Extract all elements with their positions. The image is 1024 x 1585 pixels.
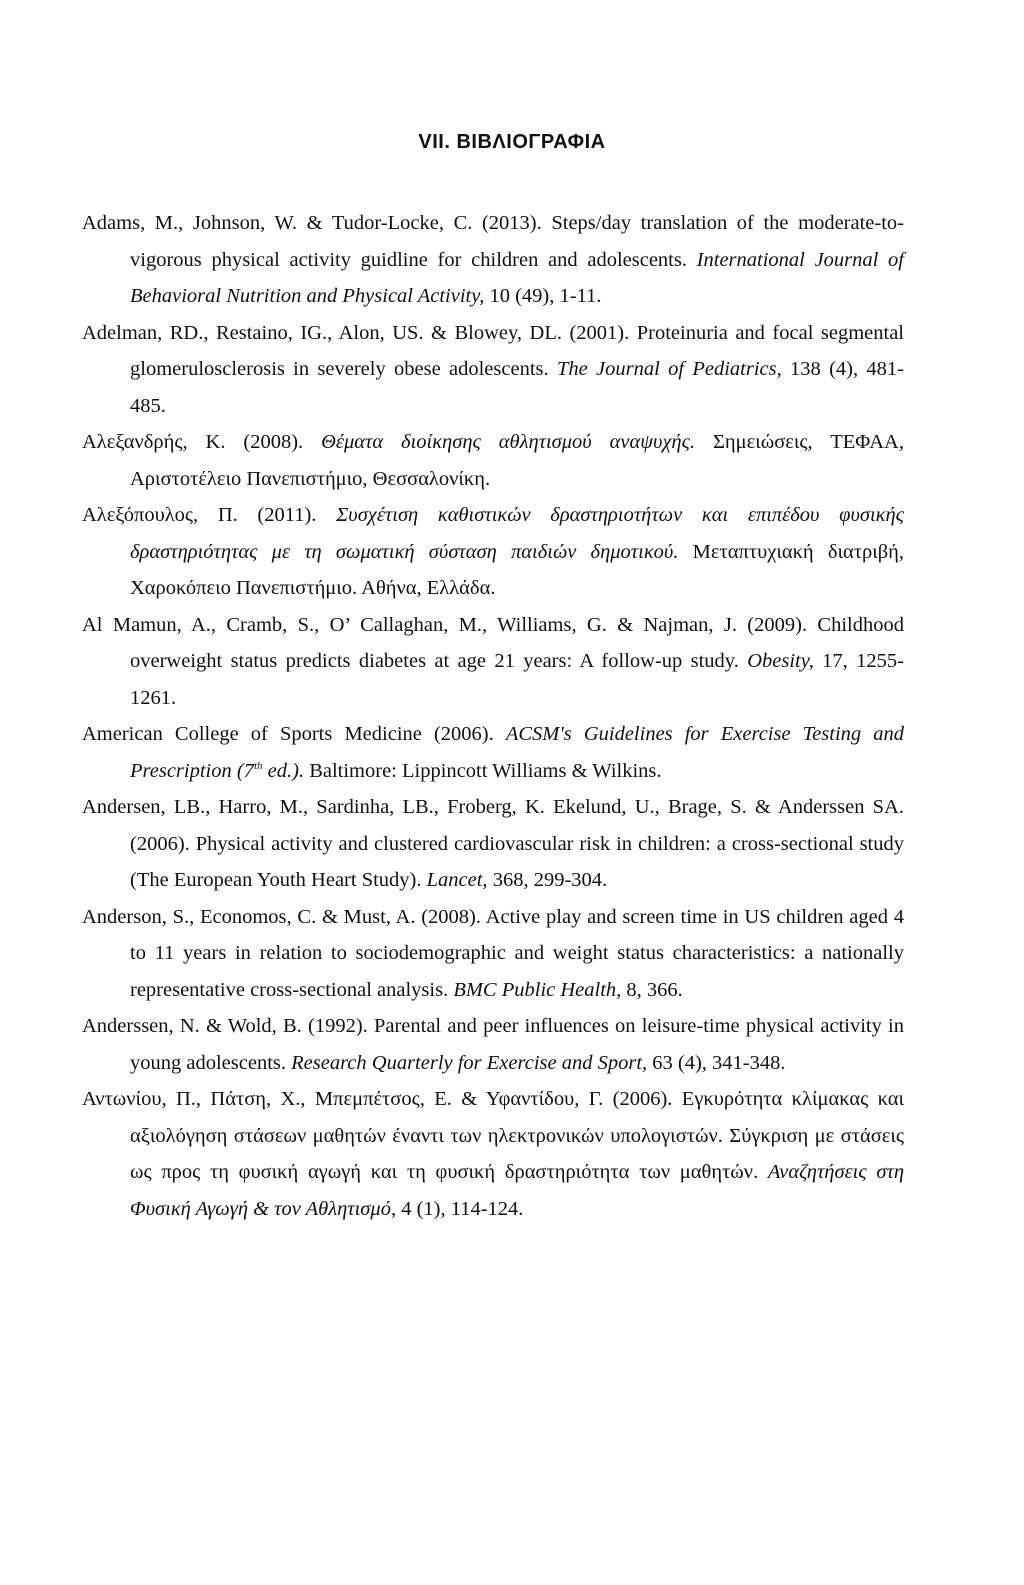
reference-source: The Journal of Pediatrics, <box>556 358 782 380</box>
reference-entry <box>82 789 904 899</box>
reference-details: 138 (4), 481-485. <box>130 358 904 417</box>
reference-details: Baltimore: Lippincott Williams & Wilkins. <box>304 759 662 782</box>
reference-entry <box>82 716 904 789</box>
reference-details: 17, 1255-1261. <box>130 650 904 709</box>
reference-source: Lancet, <box>426 869 488 891</box>
reference-text: Al Mamun, A., Cramb, S., O’ Callaghan, M., Williams, G. & Najman, J. (2009). Childhood overweight status predicts diabetes at age 21 years: A follow-up study. <box>82 613 904 672</box>
reference-source-cont: ed.). <box>262 759 305 782</box>
reference-source: Obesity, <box>747 650 814 672</box>
reference-details: Μεταπτυχιακή διατριβή, Χαροκόπειο Πανεπιστήμιο. Αθήνα, Ελλάδα. <box>130 540 904 599</box>
reference-details: Σημειώσεις, ΤΕΦΑΑ, Αριστοτέλειο Πανεπιστήμιο, Θεσσαλονίκη. <box>130 431 904 490</box>
reference-entry <box>82 899 904 1009</box>
reference-text: Adams, M., Johnson, W. & Tudor-Locke, C. (2013). Steps/day translation of the moderate-to-vigorous physical activity guidline for children and adolescents. <box>82 212 904 271</box>
reference-text: Anderson, S., Economos, C. & Must, A. (2008). Active play and screen time in US children aged 4 to 11 years in relation to sociodemographic and weight status characteristics: a nationally representative cross-sectional analysis. <box>82 905 904 1001</box>
edition-superscript: th <box>253 759 263 772</box>
reference-details: 63 (4), 341-348. <box>647 1051 786 1074</box>
reference-text: Andersen, LB., Harro, M., Sardinha, LB., Froberg, K. Ekelund, U., Brage, S. & Anderssen SA. (2006). Physical activity and clustered cardiovascular risk in children: a cross-sectional study (The European Youth Heart Study). <box>82 796 904 891</box>
reference-source: International Journal of Behavioral Nutrition and Physical Activity, <box>130 248 904 307</box>
reference-entry <box>82 607 904 717</box>
reference-text: American College of Sports Medicine (2006). <box>82 723 506 745</box>
reference-text: Αλεξόπουλος, Π. (2011). <box>82 504 337 526</box>
reference-text: Anderssen, N. & Wold, B. (1992). Parental and peer influences on leisure-time physical activity in young adolescents. <box>82 1015 904 1074</box>
reference-details: 8, 366. <box>621 978 683 1001</box>
reference-entry <box>82 1008 904 1081</box>
reference-source: ACSM's Guidelines for Exercise Testing and Prescription (7 <box>130 723 904 782</box>
page-title: VII. ΒΙΒΛΙΟΓΡΑΦΙΑ <box>418 131 606 153</box>
reference-source: Συσχέτιση καθιστικών δραστηριοτήτων και επιπέδου φυσικής δραστηριότητας με τη σωματική σύσταση παιδιών δημοτικού. <box>130 504 904 563</box>
reference-entry <box>82 424 904 497</box>
reference-entry <box>82 205 904 315</box>
reference-details: 368, 299-304. <box>487 869 608 891</box>
reference-details: 10 (49), 1-11. <box>484 285 602 307</box>
reference-list <box>82 205 904 1227</box>
reference-text: Αλεξανδρής, Κ. (2008). <box>82 431 322 453</box>
reference-entry <box>82 1081 904 1227</box>
reference-text: Adelman, RD., Restaino, IG., Alon, US. & Blowey, DL. (2001). Proteinuria and focal segmental glomerulosclerosis in severely obese adolescents. <box>82 321 904 380</box>
reference-source: Research Quarterly for Exercise and Sport, <box>291 1051 648 1074</box>
reference-source: Θέματα διοίκησης αθλητισμού αναψυχής. <box>321 431 696 453</box>
reference-details: 4 (1), 114-124. <box>396 1197 524 1220</box>
reference-entry <box>82 497 904 607</box>
reference-source: Αναζητήσεις στη Φυσική Αγωγή & τον Αθλητισμό, <box>130 1161 904 1220</box>
reference-text: Αντωνίου, Π., Πάτση, Χ., Μπεμπέτσος, Ε. & Υφαντίδου, Γ. (2006). Εγκυρότητα κλίμακας και αξιολόγηση στάσεων μαθητών έναντι των ηλεκτρονικών υπολογιστών. Σύγκριση με στάσεις ως προς τη φυσική αγωγή και τη φυσική δραστηριότητα των μαθητών. <box>82 1088 904 1183</box>
reference-source: BMC Public Health, <box>453 978 622 1001</box>
reference-entry <box>82 315 904 425</box>
